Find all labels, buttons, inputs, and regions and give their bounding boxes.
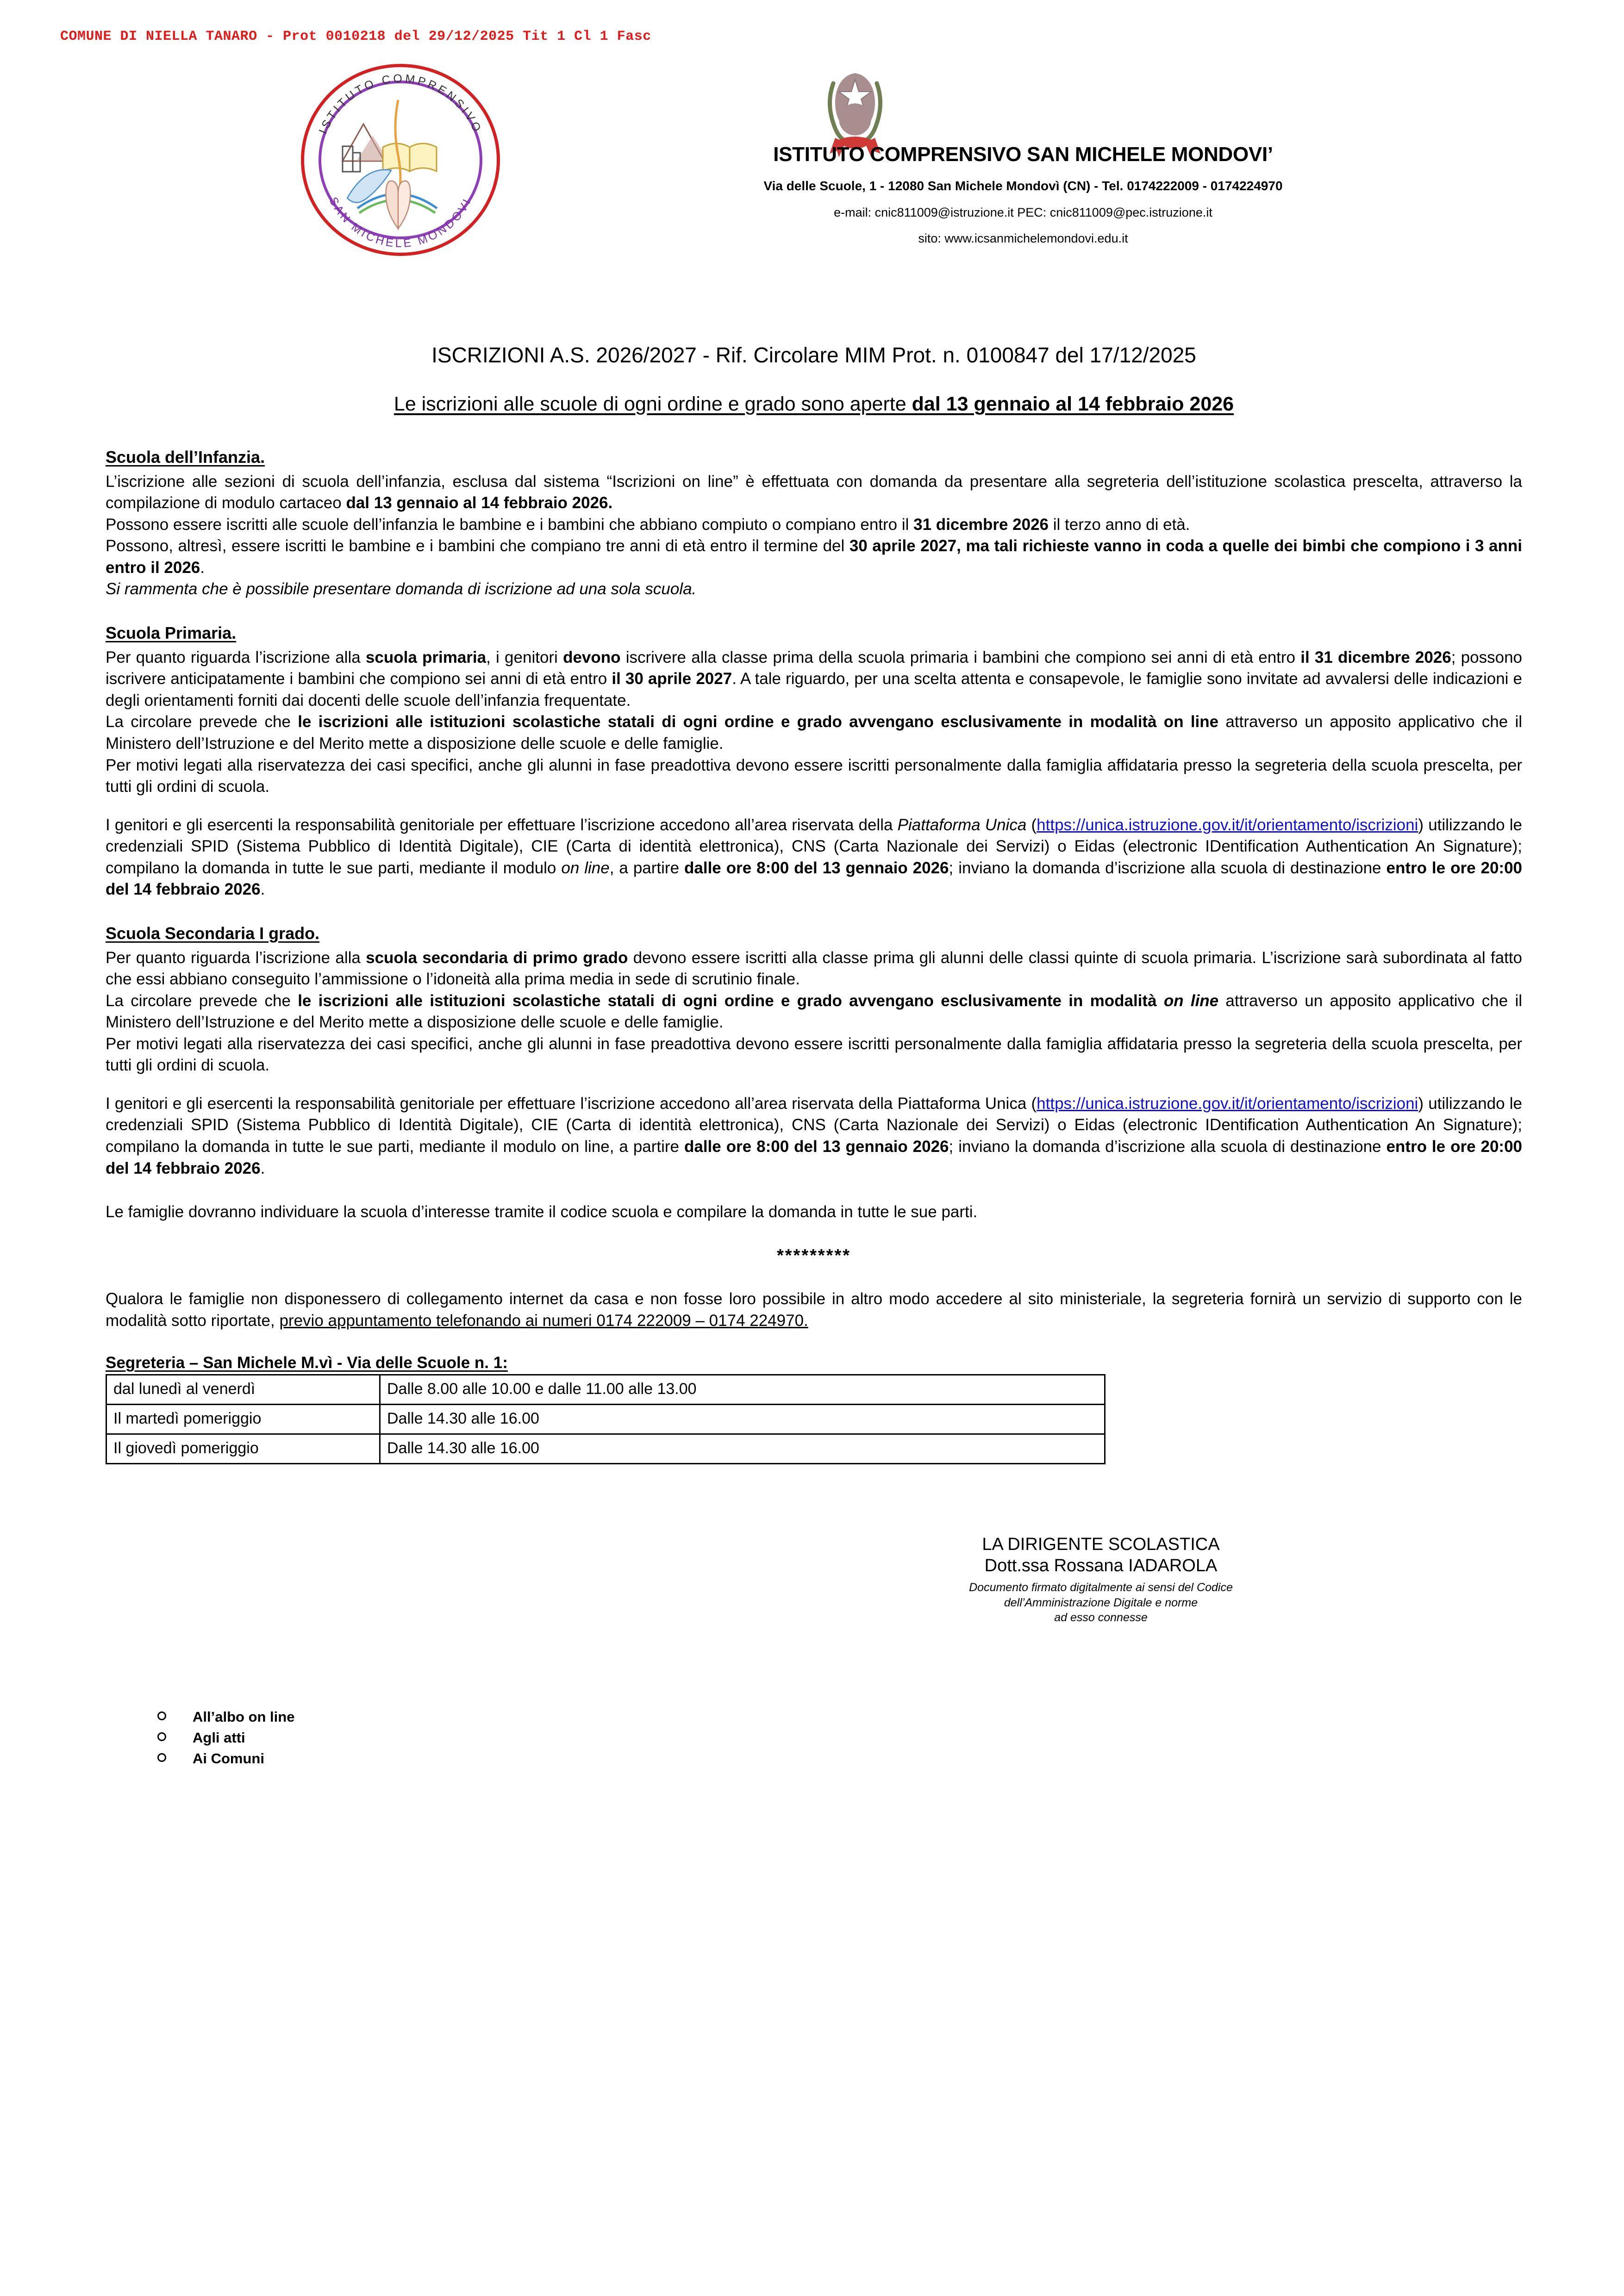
svg-text:ISTITUTO COMPRENSIVO: ISTITUTO COMPRENSIVO: [316, 72, 485, 136]
primaria-p4-j: .: [260, 880, 265, 899]
secondaria-p2-a: La circolare prevede che: [106, 991, 298, 1010]
signer-name: Dott.ssa Rossana IADAROLA: [984, 1556, 1218, 1576]
digital-signature-note-line-3: ad esso connesse: [1054, 1611, 1148, 1624]
signature-block: [106, 1534, 1522, 1625]
circle-bullet-icon: [157, 1732, 166, 1741]
support-service-note: [106, 1288, 1522, 1332]
svg-text:SAN MICHELE MONDOVI: SAN MICHELE MONDOVI: [326, 195, 475, 250]
infanzia-p2-text-b: il terzo anno di età.: [1049, 515, 1190, 534]
primaria-p1-e: iscrivere alla classe prima della scuola primaria i bambini che compiono sei anni di età entro: [620, 648, 1301, 666]
primaria-p4-d: ) utilizzando le credenziali SPID (Sistema Pubblico di Identità Digitale), CIE (Carta di identità elettronica), CNS (Carta Nazionale dei Servizi) o Eidas (electronic IDentification Authentication An Signature); compilano la domanda in tutte le sue parti, mediante il modulo: [106, 815, 1523, 877]
school-email: e-mail: cnic811009@istruzione.it PEC: cnic811009@pec.istruzione.it: [834, 205, 1212, 220]
primaria-p1-a: Per quanto riguarda l’iscrizione alla: [106, 648, 366, 666]
recipients-list: [106, 1707, 1522, 1769]
recipient-label: All’albo on line: [193, 1708, 295, 1725]
primaria-p1-b: scuola primaria: [365, 648, 487, 666]
primaria-online-italic: on line: [561, 859, 610, 877]
list-item: [157, 1748, 1522, 1769]
primaria-paragraph-2: [106, 711, 1522, 754]
primaria-closing-time: entro le ore 20:00 del 14 febbraio 2026: [106, 859, 1523, 899]
school-logo: [301, 64, 505, 258]
section-heading-primaria: Scuola Primaria.: [106, 623, 237, 643]
infanzia-p1-dates: dal 13 gennaio al 14 febbraio 2026.: [346, 494, 613, 512]
infanzia-paragraph-2: [106, 514, 1522, 536]
secondaria-p4-d: ; inviano la domanda d’iscrizione alla scuola di destinazione: [949, 1138, 1387, 1156]
table-row: [106, 1375, 1105, 1405]
circle-bullet-icon: [157, 1753, 166, 1762]
primaria-p4-a: I genitori e gli esercenti la responsabilità genitoriale per effettuare l’iscrizione accedono all’area riservata della: [106, 815, 898, 834]
primaria-p4-f: , a partire: [609, 859, 684, 877]
infanzia-paragraph-1: [106, 471, 1522, 514]
infanzia-p2-date: 31 dicembre 2026: [913, 515, 1049, 534]
protocol-stamp: COMUNE DI NIELLA TANARO - Prot 0010218 del 29/12/2025 Tit 1 Cl 1 Fasc: [60, 29, 651, 44]
logo-artwork: [329, 92, 472, 230]
office-day: Il giovedì pomeriggio: [106, 1434, 380, 1463]
primaria-p2-a: La circolare prevede che: [106, 713, 298, 731]
office-hours-heading: [106, 1354, 1522, 1372]
secondaria-p4-f: .: [260, 1159, 265, 1177]
office-hours-table-body: [106, 1375, 1105, 1463]
primaria-p1-f: il 31 dicembre 2026: [1300, 648, 1451, 666]
document-body: [106, 342, 1522, 1769]
primaria-p1-i: . A tale riguardo, per una scelta attenta e consapevole, le famiglie sono invitate ad avvalersi delle indicazioni e degli orientamenti forniti dai docenti delle scuole dell’infanzia frequentate.: [106, 670, 1522, 709]
secondaria-paragraph-4: [106, 1093, 1522, 1179]
table-row: [106, 1434, 1105, 1463]
secondaria-opening-time: dalle ore 8:00 del 13 gennaio 2026: [684, 1138, 949, 1156]
infanzia-single-school-note: Si rammenta che è possibile presentare domanda di iscrizione ad una sola scuola.: [106, 580, 697, 598]
office-hours-heading-text: Segreteria – San Michele M.vì - Via delle Scuole n. 1: [106, 1354, 503, 1372]
primaria-p2-b: le iscrizioni alle istituzioni scolastiche statali di ogni ordine e grado avvengano esclusivamente in modalità on line: [298, 713, 1219, 731]
section-heading-infanzia: Scuola dell’Infanzia.: [106, 447, 265, 467]
table-row: [106, 1405, 1105, 1434]
primaria-p1-h: il 30 aprile 2027: [612, 670, 732, 688]
secondaria-p2-c: attraverso un apposito applicativo che il Ministero dell’Istruzione e del Merito mette a disposizione delle scuole e delle famiglie.: [106, 991, 1522, 1032]
digital-signature-note: [680, 1580, 1522, 1625]
primaria-paragraph-4: [106, 815, 1522, 901]
primaria-p4-c: (: [1026, 815, 1037, 834]
primaria-paragraph-1: [106, 647, 1522, 712]
school-address: Via delle Scuole, 1 - 12080 San Michele Mondovì (CN) - Tel. 0174222009 - 0174224970: [763, 179, 1283, 193]
office-hours: Dalle 8.00 alle 10.00 e dalle 11.00 alle 13.00: [380, 1375, 1105, 1405]
unica-platform-link-secondaria[interactable]: https://unica.istruzione.gov.it/it/orientamento/iscrizioni: [1037, 1094, 1418, 1113]
primaria-platform-name: Piattaforma Unica: [897, 815, 1027, 834]
document-title: ISCRIZIONI A.S. 2026/2027 - Rif. Circolare MIM Prot. n. 0100847 del 17/12/2025: [431, 343, 1196, 367]
recipient-label: Ai Comuni: [193, 1750, 264, 1767]
list-item: [157, 1707, 1522, 1728]
infanzia-p3-text-b: .: [200, 558, 205, 577]
secondaria-paragraph-1: [106, 947, 1522, 990]
letterhead-text: [528, 74, 1518, 247]
enrollment-window-dates: dal 13 gennaio al 14 febbraio 2026: [912, 393, 1234, 416]
secondaria-paragraph-2: [106, 990, 1522, 1033]
primaria-paragraph-3: Per motivi legati alla riservatezza dei casi specifici, anche gli alunni in fase preadottiva devono essere iscritti personalmente dalla famiglia affidataria presso la segreteria della scuola prescelta, per tutti gli ordini di scuola.: [106, 756, 1522, 796]
office-hours: Dalle 14.30 alle 16.00: [380, 1434, 1105, 1463]
list-item: [157, 1728, 1522, 1748]
enrollment-window-title: [106, 392, 1522, 417]
office-hours-heading-colon: :: [502, 1354, 508, 1372]
office-hours: Dalle 14.30 alle 16.00: [380, 1405, 1105, 1434]
primaria-p1-c: , i genitori: [486, 648, 563, 666]
primaria-p1-d: devono: [563, 648, 621, 666]
secondaria-p1-c: devono essere iscritti alla classe prima gli alunni delle classi quinte di scuola primaria. L’iscrizione sarà subordinata al fatto che essi abbiano conseguito l’ammissione o l’idoneità alla prima media in sede di scrutinio finale.: [106, 948, 1522, 989]
infanzia-p3-emphasis: 30 aprile 2027, ma tali richieste vanno in coda a quelle dei bimbi che compiono i 3 anni entro il 2026: [106, 537, 1523, 577]
secondaria-p1-b: scuola secondaria di primo grado: [366, 948, 628, 967]
secondaria-online-italic: on line: [1163, 991, 1219, 1010]
secondaria-p2-b: le iscrizioni alle istituzioni scolastiche statali di ogni ordine e grado avvengano esclusivamente in modalità: [298, 991, 1164, 1010]
school-website: sito: www.icsanmichelemondovi.edu.it: [918, 231, 1128, 246]
circle-bullet-icon: [157, 1711, 166, 1720]
infanzia-p1-text: L’iscrizione alle sezioni di scuola dell’infanzia, esclusa dal sistema “Iscrizioni on line” è effettuata con domanda da presentare alla segreteria dell’istituzione scolastica prescelta, attraverso la compilazione di modulo cartaceo: [106, 472, 1522, 512]
letterhead: [0, 60, 1624, 259]
section-separator: *********: [776, 1245, 851, 1265]
secondaria-p4-b: ) utilizzando le credenziali SPID (Sistema Pubblico di Identità Digitale), CIE (Carta di identità elettronica), CNS (Carta Nazionale dei Servizi) o Eidas (electronic IDentification Authentication An Signature); compilano la domanda in tutte le sue parti, mediante il modulo on line, a partire: [106, 1094, 1523, 1156]
enrollment-window-prefix: Le iscrizioni alle scuole di ogni ordine e grado sono aperte: [394, 393, 912, 416]
primaria-p1-g: ; possono iscrivere anticipatamente i bambini che compiono sei anni di età entro: [106, 648, 1523, 688]
digital-signature-note-line-1: Documento firmato digitalmente ai sensi del Codice: [969, 1581, 1233, 1594]
office-day: Il martedì pomeriggio: [106, 1405, 380, 1434]
digital-signature-note-line-2: dell’Amministrazione Digitale e norme: [1004, 1596, 1198, 1609]
school-name: ISTITUTO COMPRENSIVO SAN MICHELE MONDOVI’: [773, 143, 1273, 166]
primaria-p4-h: ; inviano la domanda d’iscrizione alla scuola di destinazione: [949, 859, 1387, 877]
recipient-label: Agli atti: [193, 1729, 245, 1746]
support-note-text: Qualora le famiglie non disponessero di collegamento internet da casa e non fosse loro possibile in altro modo accedere al sito ministeriale, la segreteria fornirà un servizio di supporto con le modalità sotto riportate,: [106, 1290, 1522, 1330]
secondaria-paragraph-3: Per motivi legati alla riservatezza dei casi specifici, anche gli alunni in fase preadottiva devono essere iscritti personalmente dalla famiglia affidataria presso la segreteria della scuola prescelta, per tutti gli ordini di scuola.: [106, 1034, 1522, 1075]
primaria-opening-time: dalle ore 8:00 del 13 gennaio 2026: [684, 859, 949, 877]
secondaria-p1-a: Per quanto riguarda l’iscrizione alla: [106, 948, 366, 967]
signer-role: LA DIRIGENTE SCOLASTICA: [982, 1534, 1220, 1554]
infanzia-p2-text-a: Possono essere iscritti alle scuole dell’infanzia le bambine e i bambini che abbiano compiuto o compiano entro il: [106, 515, 914, 534]
section-heading-secondaria: Scuola Secondaria I grado.: [106, 923, 320, 943]
office-day: dal lunedì al venerdì: [106, 1375, 380, 1405]
support-phone-numbers: previo appuntamento telefonando ai numeri 0174 222009 – 0174 224970.: [279, 1311, 808, 1330]
secondaria-p4-a: I genitori e gli esercenti la responsabilità genitoriale per effettuare l’iscrizione accedono all’area riservata della Piattaforma Unica (: [106, 1094, 1037, 1113]
infanzia-paragraph-3: [106, 535, 1522, 579]
unica-platform-link[interactable]: https://unica.istruzione.gov.it/it/orientamento/iscrizioni: [1037, 815, 1418, 834]
office-hours-table: [106, 1374, 1106, 1464]
infanzia-p3-text-a: Possono, altresì, essere iscritti le bambine e i bambini che compiano tre anni di età entro il termine del: [106, 537, 849, 555]
primaria-p2-c: attraverso un apposito applicativo che il Ministero dell’Istruzione e del Merito mette a disposizione delle scuole e delle famiglie.: [106, 713, 1523, 753]
families-school-code-note: Le famiglie dovranno individuare la scuola d’interesse tramite il codice scuola e compilare la domanda in tutte le sue parti.: [106, 1203, 978, 1221]
secondaria-closing-time: entro le ore 20:00 del 14 febbraio 2026: [106, 1138, 1522, 1177]
